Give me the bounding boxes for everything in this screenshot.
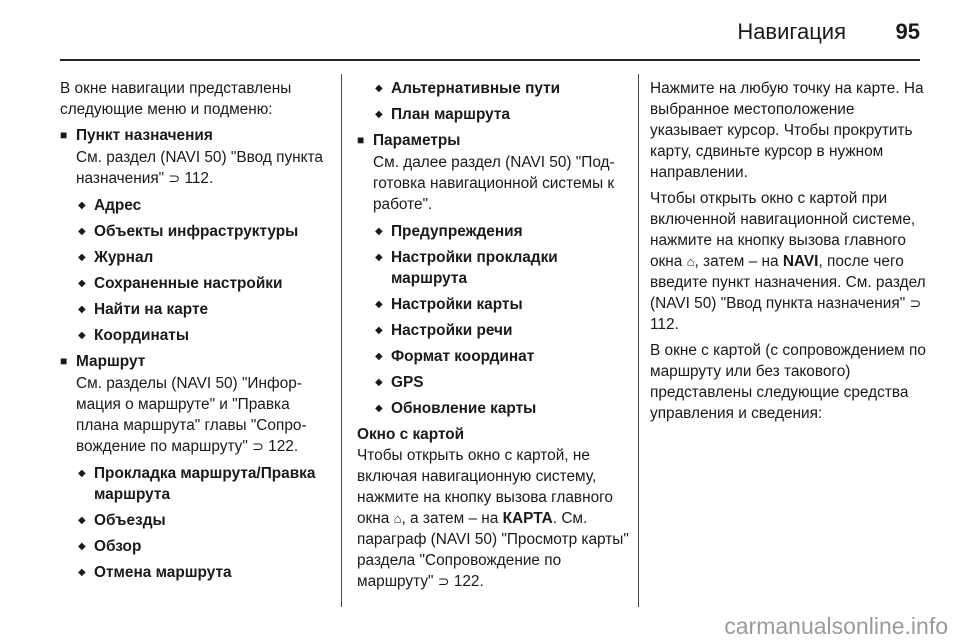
submenu-item: ◆ Настройки карты <box>357 294 629 315</box>
intro-text: В окне навигации представлены следующие меню и подменю: <box>60 80 292 118</box>
paragraph: В окне с картой (с сопровождением по маршруту или без такового) представлены следующие средства управления и сведения: <box>650 342 926 422</box>
page-reference-icon: ⊃ <box>437 573 450 589</box>
route-desc: См. разделы (NAVI 50) "Информация о маршруте" и "Правка плана маршрута" главы "Сопровождение по маршруту" ⊃ 122. <box>76 375 307 455</box>
header-rule <box>60 59 920 61</box>
home-button-icon: ⌂ <box>393 511 402 526</box>
page-number: 95 <box>895 19 920 44</box>
submenu-item: ◆ Формат координат <box>357 346 629 367</box>
submenu-item: ◆ Прокладка маршрута/Правка маршрута <box>60 463 332 505</box>
submenu-item: ◆ Настройки речи <box>357 320 629 341</box>
submenu-item: ◆ Найти на карте <box>60 299 332 320</box>
page-reference-icon: ⊃ <box>168 170 181 186</box>
submenu-item: ◆ Адрес <box>60 195 332 216</box>
submenu-item: ◆ Журнал <box>60 247 332 268</box>
submenu-item: ◆ Объезды <box>60 510 332 531</box>
menu-destination: ■ Пункт назначения <box>60 125 332 146</box>
page-reference-icon: ⊃ <box>252 438 264 454</box>
paragraph: Чтобы открыть окно с картой при включенной навигационной системе, нажмите на кнопку вызова главного окна ⌂, затем – на NAVI, после чего введите пункт назначения. См. раздел (NAVI 50) "Ввод пункта назначения" ⊃ 112. <box>650 190 926 333</box>
paragraph: Нажмите на любую точку на карте. На выбранное местоположение указывает курсор. Чтобы прокрутить карту, сдвиньте курсор в нужном направлении. <box>650 80 924 181</box>
column-2 <box>357 78 629 597</box>
submenu-item: ◆ Отмена маршрута <box>60 562 332 583</box>
page-header <box>0 0 960 60</box>
parameters-desc: См. далее раздел (NAVI 50) "Подготовка навигационной системы к работе". <box>373 154 615 213</box>
section-title: Навигация <box>737 19 846 44</box>
submenu-item: ◆ Сохраненные настройки <box>60 273 332 294</box>
column-3 <box>650 78 926 429</box>
submenu-item: ◆ Обзор <box>60 536 332 557</box>
map-window-heading: Окно с картой <box>357 426 465 443</box>
watermark: carmanualsonline.info <box>724 613 948 639</box>
column-divider <box>341 74 342 607</box>
menu-route: ■ Маршрут <box>60 351 332 372</box>
column-divider <box>638 74 639 607</box>
submenu-item: ◆ Координаты <box>60 325 332 346</box>
submenu-item: ◆ Альтернативные пути <box>357 78 629 99</box>
map-key: КАРТА <box>502 510 553 527</box>
submenu-item: ◆ План маршрута <box>357 104 629 125</box>
map-window-text: Чтобы открыть окно с картой, не включая навигационную систему, нажмите на кнопку вызова главного окна ⌂, а затем – на КАРТА. См. параграф (NAVI 50) "Просмотр карты" раздела "Сопровождение по маршруту" ⊃ 122. <box>357 447 629 590</box>
submenu-item: ◆ Обновление карты <box>357 398 629 419</box>
submenu-item: ◆ Объекты инфраструктуры <box>60 221 332 242</box>
submenu-item: ◆ Настройки прокладки маршрута <box>357 247 629 289</box>
column-1 <box>60 78 332 588</box>
home-button-icon: ⌂ <box>686 254 695 269</box>
destination-desc: См. раздел (NAVI 50) "Ввод пункта назначения" ⊃ 112. <box>76 149 323 187</box>
page-reference-icon: ⊃ <box>909 295 922 311</box>
navi-key: NAVI <box>782 253 819 270</box>
submenu-item: ◆ Предупреждения <box>357 221 629 242</box>
submenu-item: ◆ GPS <box>357 372 629 393</box>
menu-parameters: ■ Параметры <box>357 130 629 151</box>
